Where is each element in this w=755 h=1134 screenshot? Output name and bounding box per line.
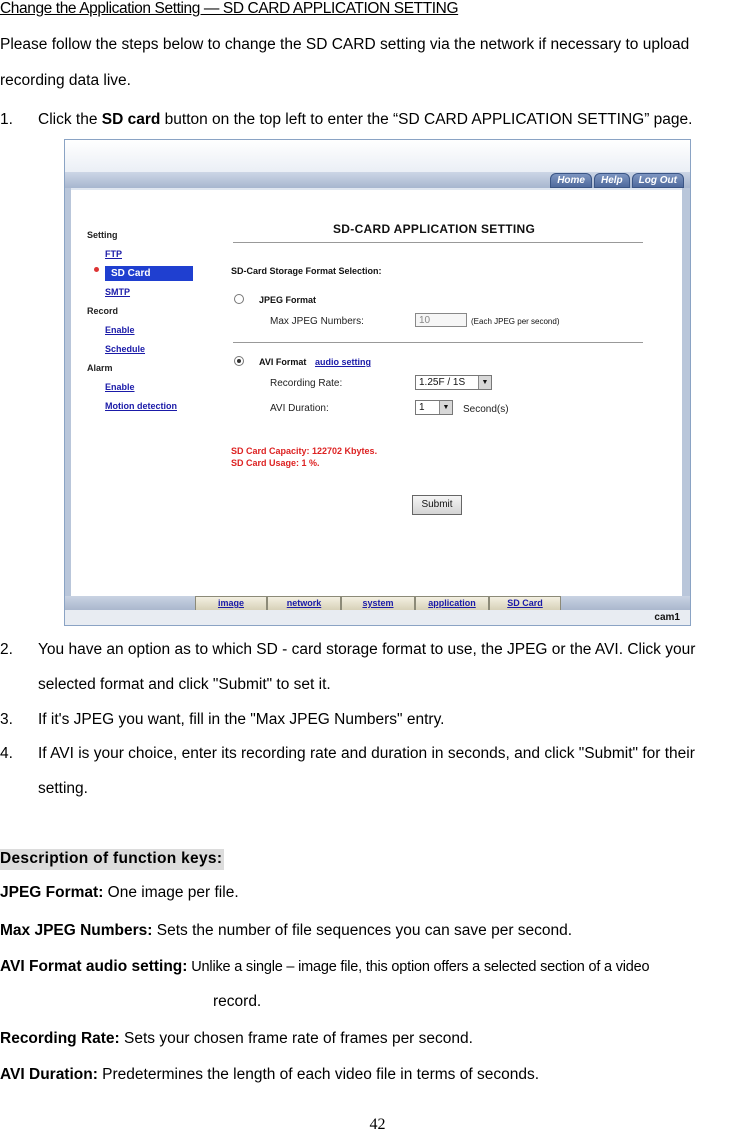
- page-number: 42: [369, 1116, 386, 1133]
- key-recording-rate: [0, 1030, 473, 1048]
- divider: [233, 242, 643, 243]
- jpeg-format-radio[interactable]: [234, 294, 244, 304]
- sidebar-item-motion-detection[interactable]: Motion detection: [105, 401, 177, 411]
- recording-rate-label: Recording Rate:: [270, 378, 343, 389]
- step-2-line-1: You have an option as to which SD - card storage format to use, the JPEG or the AVI. Click your: [38, 641, 696, 658]
- step-1-text: [38, 111, 692, 129]
- divider-2: [233, 342, 643, 343]
- key-desc: One image per file.: [103, 884, 239, 901]
- frame-right: [682, 188, 690, 598]
- step-1-pre: Click the: [38, 111, 102, 128]
- key-desc: Unlike a single – image file, this option offers a selected section of a video: [187, 959, 650, 975]
- step-1-post: button on the top left to enter the “SD CARD APPLICATION SETTING” page.: [160, 111, 693, 128]
- recording-rate-select[interactable]: [415, 375, 492, 390]
- max-jpeg-input[interactable]: 10: [415, 313, 467, 327]
- avi-duration-label: AVI Duration:: [270, 403, 329, 414]
- function-keys-title: Description of function keys:: [0, 849, 224, 870]
- avi-format-label: AVI Format: [259, 357, 307, 367]
- sidebar-item-schedule[interactable]: Schedule: [105, 344, 146, 354]
- tab-sd-card[interactable]: SD Card: [489, 596, 561, 611]
- avi-duration-value: 1: [419, 402, 425, 413]
- key-term: Recording Rate:: [0, 1030, 120, 1047]
- key-avi-audio: [0, 958, 649, 976]
- home-button[interactable]: Home: [550, 173, 592, 188]
- sd-card-capacity: SD Card Capacity: 122702 Kbytes.: [231, 446, 378, 456]
- key-term: Max JPEG Numbers:: [0, 922, 153, 939]
- logout-button[interactable]: Log Out: [632, 173, 684, 188]
- step-1-bold: SD card: [101, 111, 161, 128]
- tab-system[interactable]: system: [341, 596, 415, 611]
- section-heading: Change the Application Setting — SD CARD APPLICATION SETTING: [0, 0, 459, 17]
- sidebar-group-record: Record: [87, 306, 119, 316]
- max-jpeg-hint: (Each JPEG per second): [471, 317, 560, 326]
- key-avi-audio-cont: record.: [213, 993, 262, 1010]
- avi-duration-unit: Second(s): [463, 404, 509, 415]
- top-nav: [548, 173, 684, 188]
- frame-left: [65, 188, 71, 598]
- avi-duration-select[interactable]: [415, 400, 453, 415]
- sd-card-settings-screenshot: [64, 139, 691, 626]
- tab-network[interactable]: network: [267, 596, 341, 611]
- tab-image[interactable]: image: [195, 596, 267, 611]
- camera-name: cam1: [654, 612, 680, 623]
- sidebar-item-ftp[interactable]: FTP: [105, 249, 122, 259]
- step-4-number: 4.: [0, 745, 13, 762]
- step-2-number: 2.: [0, 641, 13, 658]
- key-jpeg-format: [0, 884, 239, 902]
- key-desc: Sets the number of file sequences you can save per second.: [152, 922, 573, 939]
- step-4-line-1: If AVI is your choice, enter its recording rate and duration in seconds, and click "Submit" for their: [38, 745, 695, 762]
- max-jpeg-label: Max JPEG Numbers:: [270, 316, 364, 327]
- chevron-down-icon: ▼: [478, 376, 491, 389]
- sd-card-usage: SD Card Usage: 1 %.: [231, 458, 320, 468]
- footer-strip: [65, 610, 690, 626]
- recording-rate-value: 1.25F / 1S: [419, 377, 466, 388]
- sidebar-group-setting: Setting: [87, 230, 118, 240]
- sidebar: [87, 226, 193, 416]
- jpeg-format-label: JPEG Format: [259, 295, 317, 305]
- sidebar-item-record-enable[interactable]: Enable: [105, 325, 135, 335]
- sidebar-item-alarm-enable[interactable]: Enable: [105, 382, 135, 392]
- key-desc: Sets your chosen frame rate of frames per second.: [119, 1030, 473, 1047]
- help-button[interactable]: Help: [594, 173, 630, 188]
- page-title: SD-CARD APPLICATION SETTING: [333, 222, 536, 236]
- sidebar-item-sd-card[interactable]: SD Card: [105, 266, 193, 281]
- step-3-number: 3.: [0, 711, 13, 728]
- key-max-jpeg: [0, 922, 572, 940]
- tab-application[interactable]: application: [415, 596, 489, 611]
- step-1-number: 1.: [0, 111, 13, 128]
- chevron-down-icon: ▼: [439, 401, 452, 414]
- intro-line-2: recording data live.: [0, 72, 131, 89]
- key-desc: Predetermines the length of each video file in terms of seconds.: [97, 1066, 540, 1083]
- avi-format-radio[interactable]: [234, 356, 244, 366]
- bottom-tabs: [195, 596, 561, 611]
- sidebar-group-alarm: Alarm: [87, 363, 113, 373]
- key-term: AVI Format audio setting:: [0, 958, 188, 975]
- audio-setting-link[interactable]: audio setting: [315, 357, 371, 367]
- submit-button[interactable]: Submit: [412, 495, 462, 515]
- key-avi-duration: [0, 1066, 539, 1084]
- intro-line-1: Please follow the steps below to change the SD CARD setting via the network if necessary to upload: [0, 36, 690, 53]
- key-term: JPEG Format:: [0, 884, 104, 901]
- step-4-line-2: setting.: [38, 780, 88, 797]
- key-term: AVI Duration:: [0, 1066, 98, 1083]
- step-3-line-1: If it's JPEG you want, fill in the "Max JPEG Numbers" entry.: [38, 711, 445, 728]
- format-selection-label: SD-Card Storage Format Selection:: [231, 266, 382, 276]
- step-2-line-2: selected format and click "Submit" to set it.: [38, 676, 331, 693]
- selected-bullet-icon: [94, 267, 99, 272]
- sidebar-item-smtp[interactable]: SMTP: [105, 287, 131, 297]
